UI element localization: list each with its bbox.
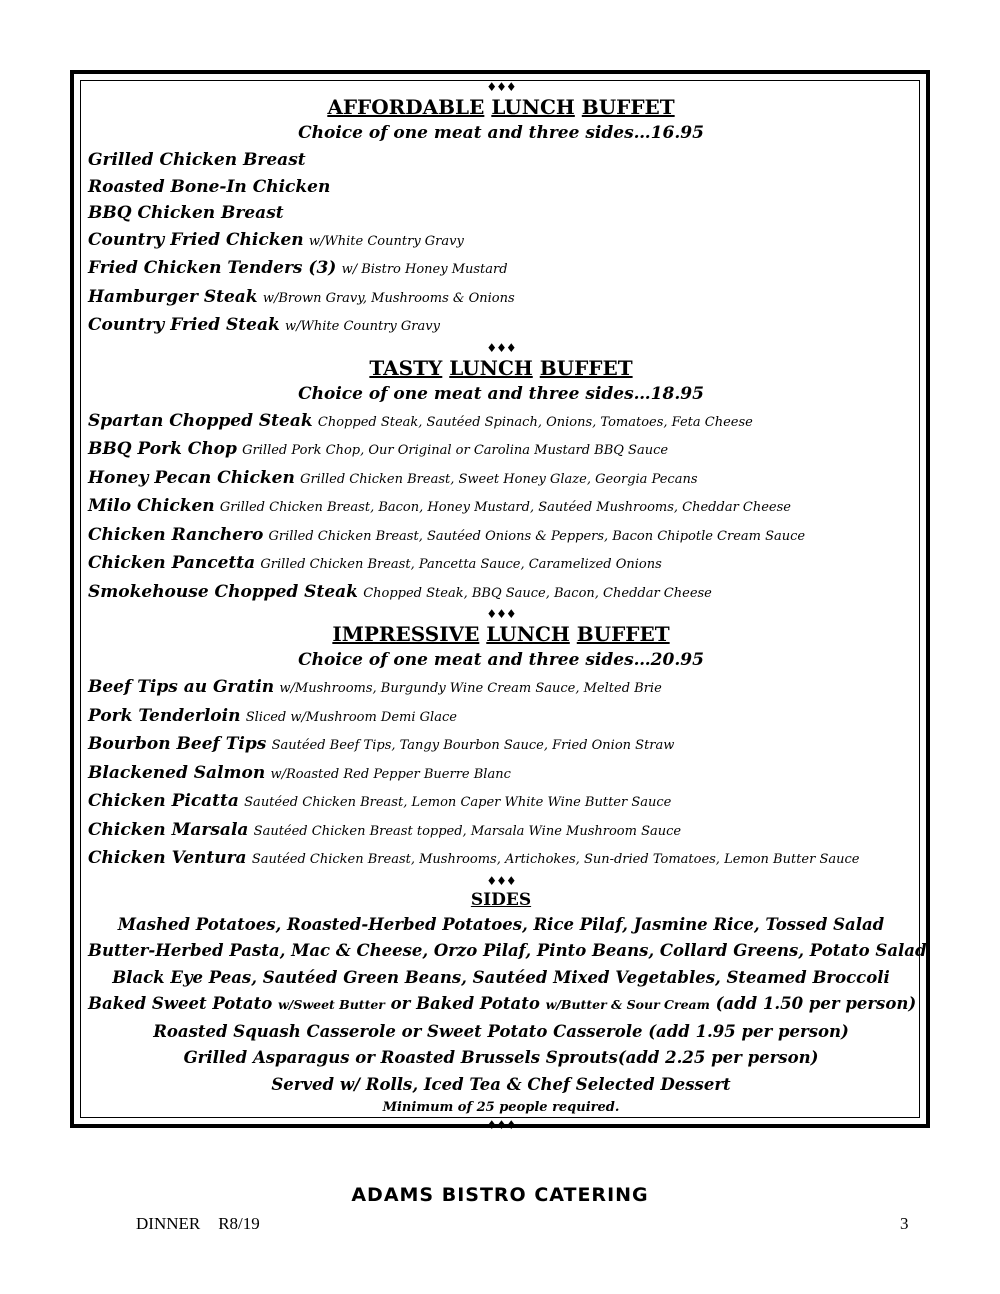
sides-line: Baked Sweet Potato w/Sweet Butter or Baked Potato w/Butter & Sour Cream (add 1.50 per person) <box>88 994 917 1013</box>
footer-label: DINNER R8/19 <box>136 1214 260 1233</box>
menu-item: Fried Chicken Tenders (3) w/ Bistro Honey Mustard <box>88 258 508 278</box>
menu-item: Country Fried Chicken w/White Country Gravy <box>88 229 464 250</box>
sides-line: Served w/ Rolls, Iced Tea & Chef Selected Dessert <box>271 1074 731 1094</box>
menu-item: BBQ Pork Chop Grilled Pork Chop, Our Original or Carolina Mustard BBQ Sauce <box>88 439 669 459</box>
menu-item: Pork Tenderloin Sliced w/Mushroom Demi Glace <box>88 705 457 726</box>
section-title: AFFORDABLE LUNCH BUFFET <box>327 95 675 119</box>
menu-item: Blackened Salmon w/Roasted Red Pepper Buerre Blanc <box>88 762 511 783</box>
ornament: ♦♦♦ <box>486 607 516 621</box>
sides-line: Mashed Potatoes, Roasted-Herbed Potatoes, Rice Pilaf, Jasmine Rice, Tossed Salad <box>117 914 885 934</box>
menu-item: BBQ Chicken Breast <box>88 203 284 223</box>
menu-item: Grilled Chicken Breast <box>88 150 306 170</box>
menu-item: Spartan Chopped Steak Chopped Steak, Sautéed Spinach, Onions, Tomatoes, Feta Cheese <box>88 410 753 431</box>
menu-item: Chicken Pancetta Grilled Chicken Breast, Pancetta Sauce, Caramelized Onions <box>88 553 662 573</box>
ornament: ♦♦♦ <box>486 873 516 888</box>
ornament: ♦♦♦ <box>486 340 516 355</box>
section-subtitle: Choice of one meat and three sides…20.95 <box>298 650 704 670</box>
section-subtitle: Choice of one meat and three sides…18.95 <box>298 383 704 404</box>
sides-line: Black Eye Peas, Sautéed Green Beans, Sautéed Mixed Vegetables, Steamed Broccoli <box>112 967 890 987</box>
menu-content <box>88 80 927 1132</box>
sides-line: Grilled Asparagus or Roasted Brussels Sprouts(add 2.25 per person) <box>183 1048 819 1067</box>
page-number: 3 <box>900 1214 909 1233</box>
minimum-note: Minimum of 25 people required. <box>382 1100 620 1115</box>
brand-name: ADAMS BISTRO CATERING <box>351 1184 649 1206</box>
ornament: ♦♦♦ <box>486 1118 516 1132</box>
sides-line: Butter-Herbed Pasta, Mac & Cheese, Orzo Pilaf, Pinto Beans, Collard Greens, Potato Salad <box>88 941 927 960</box>
section-title: IMPRESSIVE LUNCH BUFFET <box>332 622 670 646</box>
section-subtitle: Choice of one meat and three sides…16.95 <box>298 123 704 143</box>
sides-line: Roasted Squash Casserole or Sweet Potato Casserole (add 1.95 per person) <box>153 1021 849 1041</box>
menu-item: Country Fried Steak w/White Country Gravy <box>88 315 440 335</box>
menu-item: Chicken Picatta Sautéed Chicken Breast, Lemon Caper White Wine Butter Sauce <box>88 791 672 811</box>
section-title: TASTY LUNCH BUFFET <box>369 355 633 380</box>
ornament: ♦♦♦ <box>486 80 516 94</box>
menu-item: Hamburger Steak w/Brown Gravy, Mushrooms & Onions <box>88 286 515 307</box>
menu-item: Chicken Marsala Sautéed Chicken Breast topped, Marsala Wine Mushroom Sauce <box>88 819 682 840</box>
menu-item: Smokehouse Chopped Steak Chopped Steak, BBQ Sauce, Bacon, Cheddar Cheese <box>88 581 712 602</box>
menu-item: Chicken Ranchero Grilled Chicken Breast, Sautéed Onions & Peppers, Bacon Chipotle Cream Sauce <box>88 524 806 545</box>
menu-item: Roasted Bone-In Chicken <box>88 176 331 197</box>
sides-title: SIDES <box>470 889 532 910</box>
menu-item: Bourbon Beef Tips Sautéed Beef Tips, Tangy Bourbon Sauce, Fried Onion Straw <box>88 734 675 754</box>
menu-item: Honey Pecan Chicken Grilled Chicken Breast, Sweet Honey Glaze, Georgia Pecans <box>88 467 698 488</box>
menu-item: Chicken Ventura Sautéed Chicken Breast, Mushrooms, Artichokes, Sun-dried Tomatoes, Lemon Butter Sauce <box>88 848 860 868</box>
menu-item: Milo Chicken Grilled Chicken Breast, Bacon, Honey Mustard, Sautéed Mushrooms, Cheddar Cheese <box>88 496 791 516</box>
menu-item: Beef Tips au Gratin w/Mushrooms, Burgundy Wine Cream Sauce, Melted Brie <box>88 677 662 697</box>
